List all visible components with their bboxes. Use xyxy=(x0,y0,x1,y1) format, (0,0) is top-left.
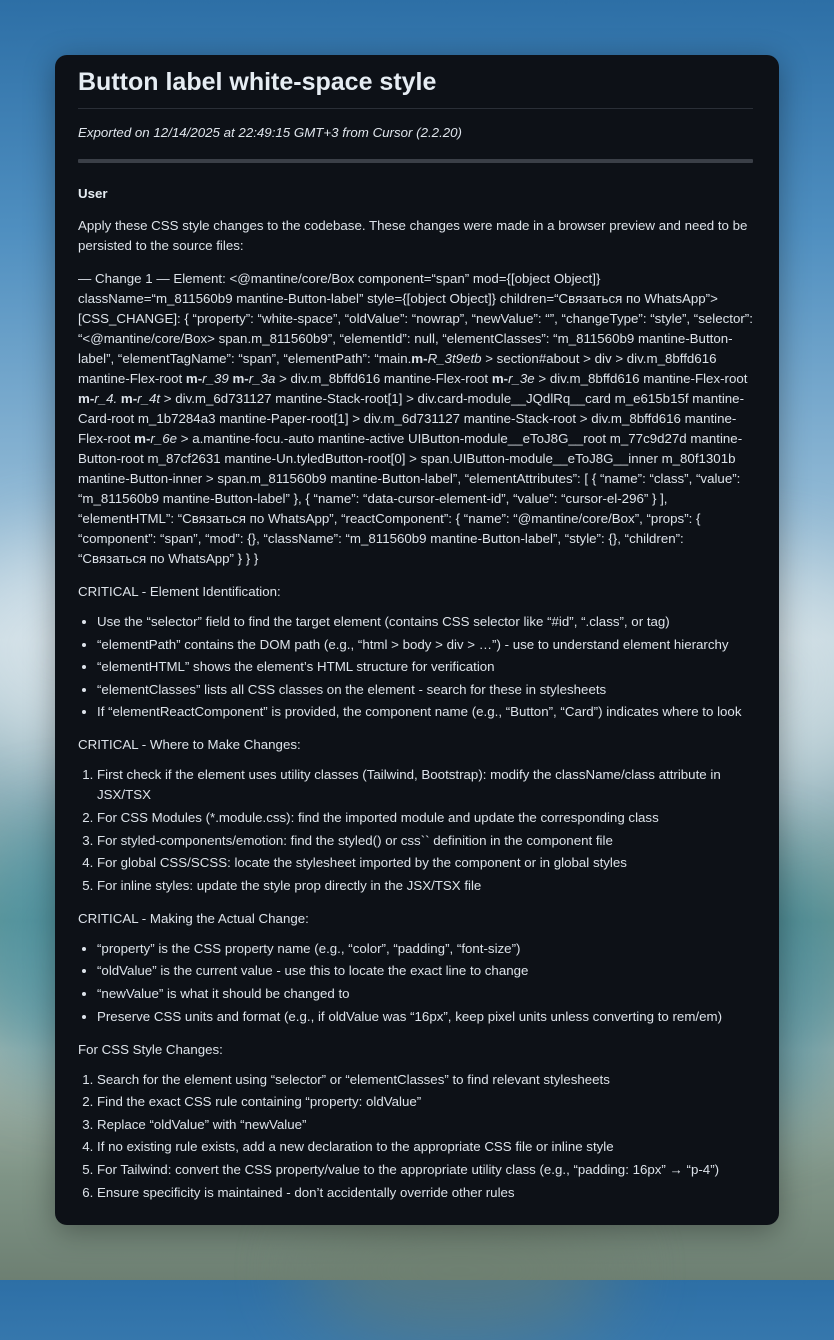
list-item: 4. If no existing rule exists, add a new declaration to the appropriate CSS file or inline style xyxy=(97,1137,753,1157)
list-item: • “property” is the CSS property name (e.g., “color”, “padding”, “font-size”) xyxy=(97,939,753,959)
change-text-segment: R_3t9etb xyxy=(427,351,482,366)
page-title: Button label white-space style xyxy=(78,67,753,109)
divider xyxy=(78,159,753,163)
ordered-list xyxy=(78,765,753,895)
bullet-list xyxy=(78,939,753,1027)
section-heading: For CSS Style Changes: xyxy=(78,1041,223,1057)
list-item: • If “elementReactComponent” is provided, the component name (e.g., “Button”, “Card”) indicates where to look xyxy=(97,702,753,722)
ordered-list xyxy=(78,1070,753,1203)
list-item: • “elementPath” contains the DOM path (e.g., “html > body > div > …”) - use to understand element hierarchy xyxy=(97,635,753,655)
list-item: • Preserve CSS units and format (e.g., if oldValue was “16px”, keep pixel units unless converting to rem/em) xyxy=(97,1007,753,1027)
change-text-segment: > section#about > div > div.m_8bffd616 mantine-Flex-root xyxy=(78,351,717,386)
bullet-list xyxy=(78,612,753,722)
change-text-segment: r_39 xyxy=(202,371,229,386)
list-item: 4. For global CSS/SCSS: locate the stylesheet imported by the component or in global styles xyxy=(97,853,753,873)
change-text-segment: m- xyxy=(78,391,95,406)
list-item: 1. First check if the element uses utility classes (Tailwind, Bootstrap): modify the className/class attribute in JSX/TSX xyxy=(97,765,753,805)
list-item: 6. Ensure specificity is maintained - don’t accidentally override other rules xyxy=(97,1183,753,1203)
change-text-segment: m- xyxy=(120,391,138,406)
section-heading: CRITICAL - Making the Actual Change: xyxy=(78,910,309,926)
change-text-segment: > div.m_8bffd616 mantine-Flex-root xyxy=(275,371,492,386)
list-item: • “oldValue” is the current value - use this to locate the exact line to change xyxy=(97,961,753,981)
change-text-segment: r_6e xyxy=(150,431,178,446)
section-heading: CRITICAL - Element Identification: xyxy=(78,584,281,599)
list-item: 2. For CSS Modules (*.module.css): find the imported module and update the corresponding class xyxy=(97,808,753,828)
section-heading: CRITICAL - Where to Make Changes: xyxy=(78,737,301,753)
export-document-card xyxy=(55,55,779,1225)
export-info: Exported on 12/14/2025 at 22:49:15 GMT+3 from Cursor (2.2.20) xyxy=(78,125,462,140)
change-text-segment: r_4t xyxy=(137,391,161,406)
document-content xyxy=(55,55,779,1203)
list-item: 5. For Tailwind: convert the CSS property/value to the appropriate utility class (e.g., “padding: 16px” → “p-4”) xyxy=(97,1160,753,1180)
change-text-segment: > div.m_8bffd616 mantine-Flex-root xyxy=(534,371,748,386)
change-text-segment: > a.mantine-focu.-auto mantine-active UIButton-module__eToJ8G__root m_77c9d27d mantine-Button-root m_87cf2631 mantine-Un.tyledButton-root[0] > span.UIButton-module__eToJ8G__inner m_80f1301b mantine-Button-inner > span.m_811560b9 mantine-Button-label”, “elementAttributes”: [ { “name”: “class”, “value”: “m_811560b9 mantine-Button-label” }, { “name”: “data-cursor-element-id”, “value”: “cursor-el-296” } ], “elementHTML”: “Связаться по WhatsApp”, “reactComponent”: { “name”: “@mantine/core/Box”, “props”: { “component”: “span”, “mod”: {}, “className”: “m_811560b9 mantine-Button-label”, “style”: {}, “children”: “Связаться по WhatsApp” } } } xyxy=(78,431,743,566)
intro-paragraph: Apply these CSS style changes to the codebase. These changes were made in a browser preview and need to be persisted to the source files: xyxy=(78,218,748,253)
change-text-segment: m- xyxy=(411,351,428,366)
list-item: • “elementHTML” shows the element’s HTML structure for verification xyxy=(97,657,753,677)
change-text-segment: r_3a xyxy=(248,371,276,386)
list-item: 3. For styled-components/emotion: find the styled() or css`` definition in the component file xyxy=(97,831,753,851)
change-description xyxy=(78,269,753,569)
list-item: 3. Replace “oldValue” with “newValue” xyxy=(97,1115,753,1135)
list-item: 1. Search for the element using “selector” or “elementClasses” to find relevant stylesheets xyxy=(97,1070,753,1090)
change-text-segment: m- xyxy=(232,371,249,386)
change-text-segment: m- xyxy=(134,431,151,446)
change-text-segment: r_4. xyxy=(94,391,118,406)
list-item: • “elementClasses” lists all CSS classes on the element - search for these in stylesheets xyxy=(97,680,753,700)
change-text-segment: > div.m_6d731127 mantine-Stack-root[1] > div.card-module__JQdlRq__card m_e615b15f mantine-Card-root m_1b7284a3 mantine-Paper-root[1] > div.m_6d731127 mantine-Stack-root > div.m_8bffd616 mantine-Flex-root xyxy=(78,391,744,446)
change-text-segment: m- xyxy=(185,371,203,386)
list-item: 5. For inline styles: update the style prop directly in the JSX/TSX file xyxy=(97,876,753,896)
instruction-sections xyxy=(78,582,753,1203)
change-text-segment: m- xyxy=(491,371,509,386)
change-text-segment: r_3e xyxy=(508,371,535,386)
list-item: • Use the “selector” field to find the target element (contains CSS selector like “#id”, “.class”, or tag) xyxy=(97,612,753,632)
list-item: 2. Find the exact CSS rule containing “property: oldValue” xyxy=(97,1092,753,1112)
list-item: • “newValue” is what it should be changed to xyxy=(97,984,753,1004)
message-role: User xyxy=(78,186,108,201)
change-text-segment: — Change 1 — Element: <@mantine/core/Box component=“span” mod={[object Object]} className=“m_811560b9 mantine-Button-label” style={[object Object]} children=“Связаться по WhatsApp”> [CSS_CHANGE]: { “property”: “white-space”, “oldValue”: “nowrap”, “newValue”: “”, “changeType”: “style”, “selector”: “<@mantine/core/Box> span.m_811560b9”, “elementId”: null, “elementClasses”: “m_811560b9 mantine-Button-label”, “elementTagName”: “span”, “elementPath”: “main. xyxy=(78,271,753,366)
